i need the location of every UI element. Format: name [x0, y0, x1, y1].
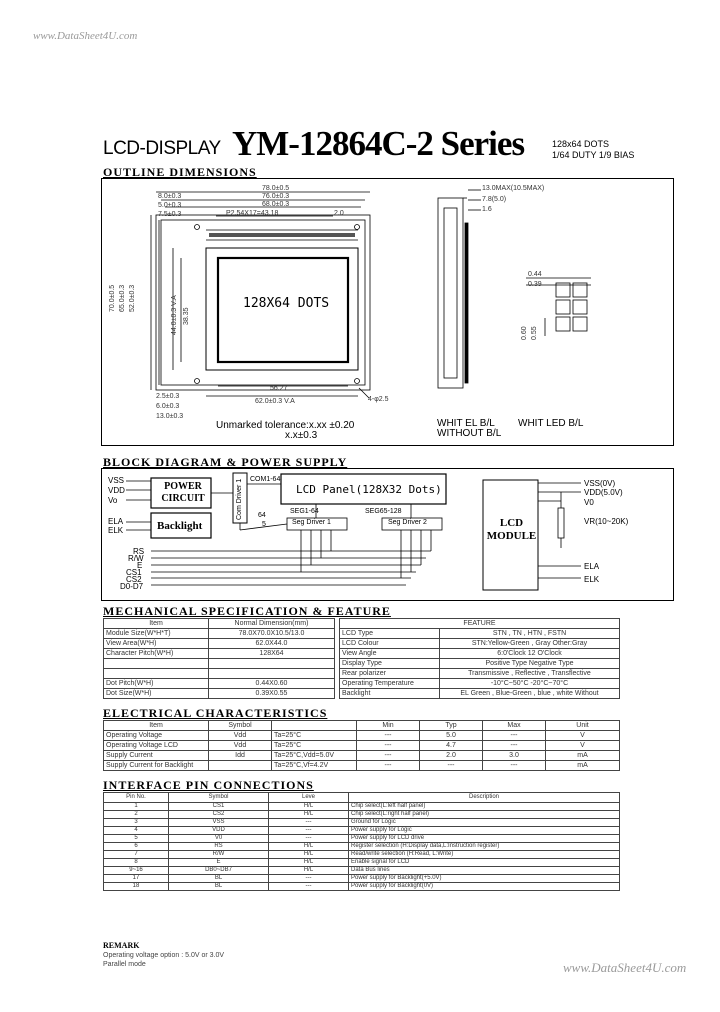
tolerance-note: Unmarked tolerance:x.xx ±0.20: [216, 420, 355, 431]
dim-5: 5.0±0.3: [158, 202, 182, 209]
block-input-ela: ELA: [108, 517, 124, 526]
module-pin-vr: VR(10~20K): [584, 517, 629, 526]
dim-65: 65.0±0.3: [119, 284, 126, 312]
watermark-top: www.DataSheet4U.com: [33, 30, 138, 42]
table-row: 5 V0 --- Power supply for LCD drive: [104, 835, 620, 843]
remark-line-2: Parallel mode: [103, 961, 146, 968]
dot-dim-039: 0.39: [528, 281, 542, 288]
table-row: Backlight EL Green , Blue-Green , blue , white Without: [340, 689, 620, 699]
dot-dim-060: 0.60: [521, 326, 528, 340]
dim-70: 70.0±0.5: [109, 284, 116, 312]
table-row: [104, 669, 335, 679]
header-prefix: LCD-DISPLAY: [103, 138, 221, 159]
table-row: LCD Type STN , TN , HTN , FSTN: [340, 629, 620, 639]
dim-7-5: 7.5±0.3: [158, 211, 182, 218]
section-elec-title: ELECTRICAL CHARACTERISTICS: [103, 706, 328, 720]
backlight-box: Backlight: [157, 520, 203, 532]
table-row: Module Size(W*H*T) 78.0X70.0X10.5/13.0: [104, 629, 335, 639]
table-row: Supply Current for Backlight Ta=25°C,Vf=4.2V --- --- --- mA: [104, 761, 620, 771]
table-row: LCD Colour STN:Yellow-Green , Gray Other:Gray: [340, 639, 620, 649]
page-title: YM-12864C-2 Series: [232, 124, 525, 163]
module-pin-vss: VSS(0V): [584, 479, 616, 488]
table-row: 6 RS H/L Register selection (H:Display data,L:Instruction register): [104, 843, 620, 851]
lcd-center-label: 128X64 DOTS: [243, 296, 330, 311]
module-pin-ela: ELA: [584, 562, 600, 571]
block-input-vdd: VDD: [108, 486, 125, 495]
watermark-bottom: www.DataSheet4U.com: [563, 960, 687, 975]
com-label: COM1-64: [250, 476, 281, 483]
table-row: Dot Size(W*H) 0.39X0.55: [104, 689, 335, 699]
mech-feature-table: [339, 618, 620, 699]
seg-driver-2-box: Seg Driver 2: [388, 519, 427, 526]
dim-38: 38.35: [183, 307, 190, 325]
table-row: Operating Voltage LCD Vdd Ta=25°C --- 4.7 --- V: [104, 741, 620, 751]
table-row: [104, 659, 335, 669]
ctrl-e: E: [137, 561, 143, 570]
seg2-label: SEG65-128: [365, 508, 402, 515]
mech-left-header-dim: Normal Dimension(mm): [209, 619, 335, 629]
table-row: 8 E H/L Enable signal for LCD: [104, 859, 620, 867]
table-row: 3 VSS --- Ground for Logic: [104, 819, 620, 827]
dot-dim-044: 0.44: [528, 271, 542, 278]
ctrl-rs: RS: [133, 547, 145, 556]
table-row: View Area(W*H) 62.0X44.0: [104, 639, 335, 649]
num-64: 64: [258, 512, 266, 519]
iface-table: Pin No. Symbol Leve Description 1 CS1 H/L Chip select(L:left half panel) 2 CS2 H/L Chip select(L:right half panel) 3 VSS --- Ground for Logic 4 VDD --- Power supply for Logic 5 V0 --- Power supply for LCD drive 6 RS H/L Register selection (H:Display data,L:Instruction register) 7 R/W H/L Read/write selection (H:Read, L:Write) 8 E H/L Enable signal for LCD 9~16 DB0~DB7 H/L Data Bus lines 17 BL --- Power supply for Backlight(+5.0V) 18 BL --- Power supply for Backlight(0V): [103, 792, 620, 891]
ctrl-cs1: CS1: [126, 568, 142, 577]
mech-left-table: [103, 618, 335, 699]
seg-driver-1-box: Seg Driver 1: [292, 519, 331, 526]
table-row: 18 BL --- Power supply for Backlight(0V): [104, 883, 620, 891]
dim-2: 2.0: [334, 210, 344, 217]
dim-56: 56.27: [270, 385, 288, 392]
table-row: Display Type Positive Type Negative Type: [340, 659, 620, 669]
table-row: View Angle 6:0'Clock 12 O'Clock: [340, 649, 620, 659]
dim-pitch: P2.54X17=43.18: [226, 210, 279, 217]
tolerance-note-2: x.x±0.3: [285, 430, 318, 441]
dim-6: 6.0±0.3: [156, 403, 180, 410]
module-pin-elk: ELK: [584, 575, 600, 584]
dim-78: 78.0±0.5: [262, 185, 290, 192]
dim-13: 13.0±0.3: [156, 413, 184, 420]
section-iface-title: INTERFACE PIN CONNECTIONS: [103, 778, 314, 792]
dim-8: 8.0±0.3: [158, 193, 182, 200]
table-row: Rear polarizer Transmissive , Reflective , Transflective: [340, 669, 620, 679]
num-5: 5: [262, 521, 266, 528]
table-row: Operating Temperature -10°C~50°C -20°C~70°C: [340, 679, 620, 689]
header-spec-duty: 1/64 DUTY 1/9 BIAS: [552, 150, 635, 160]
dim-52: 52.0±0.3: [129, 284, 136, 312]
table-row: Operating Voltage Vdd Ta=25°C --- 5.0 --- V: [104, 731, 620, 741]
table-row: 9~16 DB0~DB7 H/L Data Bus lines: [104, 867, 620, 875]
dim-76: 76.0±0.3: [262, 193, 290, 200]
table-row: 17 BL --- Power supply for Backlight(+5.0V): [104, 875, 620, 883]
module-pin-v0: V0: [584, 498, 594, 507]
section-block-title: BLOCK DIAGRAM & POWER SUPPLY: [103, 455, 348, 469]
table-row: 2 CS2 H/L Chip select(L:right half panel): [104, 811, 620, 819]
side-dim-13: 13.0MAX(10.5MAX): [482, 185, 545, 192]
table-row: Supply Current Idd Ta=25°C,Vdd=5.0V --- 2.0 3.0 mA: [104, 751, 620, 761]
ctrl-rw: R/W: [128, 554, 144, 563]
section-mech-title: MECHANICAL SPECIFICATION & FEATURE: [103, 604, 391, 618]
elec-table: Item Symbol Min Typ Max Unit Operating Voltage Vdd Ta=25°C --- 5.0 --- V Operating Voltage LCD Vdd Ta=25°C --- 4.7 --- V Supply Current Idd Ta=25°C,Vdd=5.0V --- 2.0 3.0 mA Supply Current for Backlight Ta=25°C,Vf=4.2V --- --- --- mA: [103, 720, 620, 771]
note-el-bl: WHIT EL B/L: [437, 418, 495, 429]
ctrl-d0-d7: D0-D7: [120, 582, 144, 591]
lcd-module-box: LCD MODULE: [486, 517, 537, 542]
remark-title: REMARK: [103, 941, 140, 950]
seg1-label: SEG1-64: [290, 508, 319, 515]
remark-line-1: Operating voltage option : 5.0V or 3.0V: [103, 952, 225, 959]
table-row: 1 CS1 H/L Chip select(L:left half panel): [104, 803, 620, 811]
module-pin-vdd: VDD(5.0V): [584, 488, 623, 497]
mech-left-header-item: Item: [104, 619, 209, 629]
com-driver-box: Com Driver 1: [236, 478, 243, 520]
table-row: Dot Pitch(W*H) 0.44X0.60: [104, 679, 335, 689]
block-input-vo: Vo: [108, 496, 118, 505]
side-dim-7-8: 7.8(5.0): [482, 196, 507, 203]
dot-dim-055: 0.55: [531, 326, 538, 340]
note-without-bl: WITHOUT B/L: [437, 428, 502, 439]
table-row: 4 VDD --- Power supply for Logic: [104, 827, 620, 835]
section-outline-title: OUTLINE DIMENSIONS: [103, 165, 257, 179]
dim-hole: 4-φ2.5: [368, 396, 389, 403]
header-spec-dots: 128x64 DOTS: [552, 139, 610, 149]
note-led-bl: WHIT LED B/L: [518, 418, 584, 429]
dim-68: 68.0±0.3: [262, 201, 290, 208]
block-input-vss: VSS: [108, 476, 125, 485]
table-row: Character Pitch(W*H) 128X64: [104, 649, 335, 659]
dim-44: 44.0±0.3 V.A: [171, 295, 178, 335]
lcd-panel-box: LCD Panel(128X32 Dots): [296, 483, 442, 496]
block-input-elk: ELK: [108, 526, 124, 535]
ctrl-cs2: CS2: [126, 575, 142, 584]
power-circuit-box: POWER CIRCUIT: [161, 481, 205, 504]
side-dim-1-6: 1.6: [482, 206, 492, 213]
dim-2-5: 2.5±0.3: [156, 393, 180, 400]
mech-feature-header: FEATURE: [340, 619, 620, 629]
table-row: 7 R/W H/L Read/write selection (H:Read, L:Write): [104, 851, 620, 859]
dim-62: 62.0±0.3 V.A: [255, 398, 295, 405]
